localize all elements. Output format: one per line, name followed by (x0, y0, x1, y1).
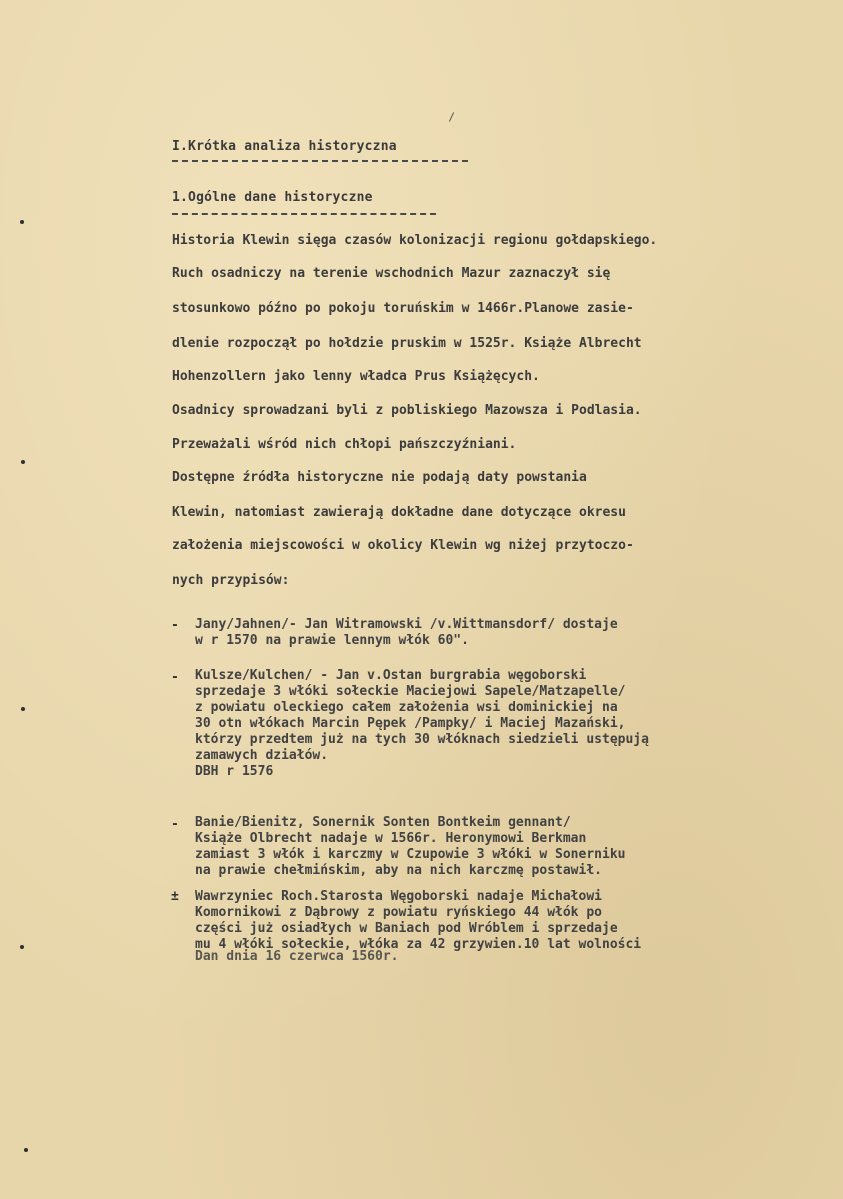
footnote-line: Jany/Jahnen/- Jan Witramowski /v.Wittmansdorf/ dostaje (195, 617, 618, 632)
footnote-line: Dan dnia 16 czerwca 1560r. (195, 949, 399, 964)
footnote-line: Banie/Bienitz, Sonernik Sonten Bontkeim gennant/ (195, 815, 571, 830)
paragraph-line: nych przypisów: (172, 573, 290, 588)
footnote-line: z powiatu oleckiego całem założenia wsi dominickiej na (195, 700, 618, 715)
footnote-line: zamiast 3 włók i karczmy w Czupowie 3 włóki w Sonerniku (195, 847, 626, 862)
margin-dot (21, 460, 25, 464)
footnote-line: Kulsze/Kulchen/ - Jan v.Ostan burgrabia węgoborski (195, 668, 587, 683)
footnote-line: którzy przedtem już na tych 30 włóknach siedzieli ustępują (195, 732, 649, 747)
footnote-line: DBH r 1576 (195, 764, 274, 779)
footnote-line: Wawrzyniec Roch.Starosta Węgoborski nadaje Michałowi (195, 889, 602, 904)
paragraph-line: dlenie rozpoczął po hołdzie pruskim w 1525r. Książe Albrecht (172, 336, 642, 351)
margin-dot (21, 707, 25, 711)
footnote-bullet: - (171, 670, 179, 685)
subsection-heading-underline (172, 213, 436, 215)
footnote-line: mu 4 włóki sołeckie, włóka za 42 grzywien.10 lat wolności (195, 937, 642, 952)
paragraph-line: stosunkowo późno po pokoju toruńskim w 1466r.Planowe zasie- (172, 301, 634, 316)
margin-dot (20, 945, 24, 949)
pen-mark (449, 112, 454, 121)
paragraph-line: Osadnicy sprowadzani byli z pobliskiego Mazowsza i Podlasia. (172, 403, 642, 418)
paragraph-line: Historia Klewin sięga czasów kolonizacji regionu gołdapskiego. (172, 233, 658, 248)
margin-dot (24, 1148, 28, 1152)
footnote-line: 30 otn włókach Marcin Pępek /Pampky/ i Maciej Mazański, (195, 716, 626, 731)
footnote-line: Książe Olbrecht nadaje w 1566r. Heronymowi Berkman (195, 831, 587, 846)
paragraph-line: Ruch osadniczy na terenie wschodnich Mazur zaznaczył się (172, 266, 611, 281)
footnote-line: zamawych działów. (195, 748, 329, 763)
subsection-heading: 1.Ogólne dane historyczne (172, 190, 373, 205)
section-heading: I.Krótka analiza historyczna (172, 139, 397, 154)
footnote-bullet: - (171, 618, 179, 633)
footnote-line: części już osiadłych w Baniach pod Wróblem i sprzedaje (195, 921, 618, 936)
footnote-line: sprzedaje 3 włóki sołeckie Maciejowi Sapele/Matzapelle/ (195, 684, 626, 699)
section-heading-underline (172, 160, 468, 162)
footnote-line: na prawie chełmińskim, aby na nich karczmę postawił. (195, 863, 602, 878)
paragraph-line: Hohenzollern jako lenny władca Prus Książęcych. (172, 369, 540, 384)
footnote-line: w r 1570 na prawie lennym włók 60". (195, 633, 469, 648)
footnote-bullet: - (171, 817, 179, 832)
paragraph-line: Przeważali wśród nich chłopi pańszczyźniani. (172, 437, 517, 452)
margin-dot (20, 220, 24, 224)
paragraph-line: Klewin, natomiast zawierają dokładne dane dotyczące okresu (172, 505, 626, 520)
paragraph-line: założenia miejscowości w okolicy Klewin wg niżej przytoczo- (172, 538, 634, 553)
footnote-line: Komornikowi z Dąbrowy z powiatu ryńskiego 44 włók po (195, 905, 602, 920)
footnote-bullet: ± (171, 889, 179, 904)
paragraph-line: Dostępne źródła historyczne nie podają daty powstania (172, 470, 587, 485)
